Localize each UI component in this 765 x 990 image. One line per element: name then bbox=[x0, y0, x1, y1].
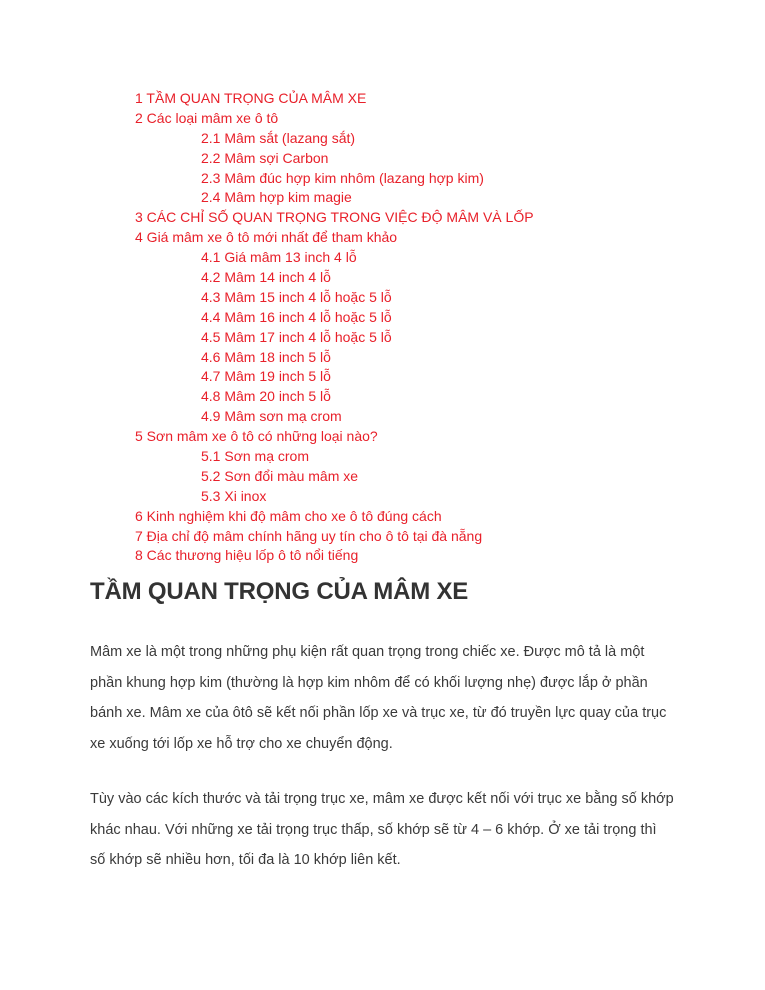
toc-link-1[interactable]: 1 TẦM QUAN TRỌNG CỦA MÂM XE bbox=[135, 90, 367, 106]
toc-link-5-1[interactable]: 5.1 Sơn mạ crom bbox=[201, 448, 309, 465]
toc-link-4-5[interactable]: 4.5 Mâm 17 inch 4 lỗ hoặc 5 lỗ bbox=[201, 328, 392, 345]
toc-link-4-6[interactable]: 4.6 Mâm 18 inch 5 lỗ bbox=[201, 348, 331, 365]
toc-link-5-3[interactable]: 5.3 Xi inox bbox=[201, 487, 267, 504]
toc-link-5-2[interactable]: 5.2 Sơn đổi màu mâm xe bbox=[201, 467, 359, 484]
toc-link-4-4[interactable]: 4.4 Mâm 16 inch 4 lỗ hoặc 5 lỗ bbox=[201, 308, 392, 325]
toc-link-2-2[interactable]: 2.2 Mâm sợi Carbon bbox=[201, 149, 329, 166]
toc-link-7[interactable]: 7 Địa chỉ độ mâm chính hãng uy tín cho ô tô tại đà nẵng bbox=[135, 527, 483, 544]
toc-link-2-1[interactable]: 2.1 Mâm sắt (lazang sắt) bbox=[201, 129, 356, 146]
toc-link-2[interactable]: 2 Các loại mâm xe ô tô bbox=[135, 109, 279, 126]
toc-link-8[interactable]: 8 Các thương hiệu lốp ô tô nổi tiếng bbox=[135, 547, 359, 564]
toc-link-4-2[interactable]: 4.2 Mâm 14 inch 4 lỗ bbox=[201, 269, 331, 286]
toc-link-3[interactable]: 3 CÁC CHỈ SỐ QUAN TRỌNG TRONG VIỆC ĐỘ MÂM VÀ LỐP bbox=[135, 209, 534, 226]
toc-link-4-1[interactable]: 4.1 Giá mâm 13 inch 4 lỗ bbox=[201, 249, 357, 266]
toc-link-5[interactable]: 5 Sơn mâm xe ô tô có những loại nào? bbox=[135, 428, 378, 445]
table-of-contents bbox=[0, 89, 765, 566]
toc-link-4-3[interactable]: 4.3 Mâm 15 inch 4 lỗ hoặc 5 lỗ bbox=[201, 288, 392, 305]
toc-link-2-3[interactable]: 2.3 Mâm đúc hợp kim nhôm (lazang hợp kim) bbox=[201, 169, 484, 186]
toc-link-4-7[interactable]: 4.7 Mâm 19 inch 5 lỗ bbox=[201, 368, 331, 385]
section-heading: TẦM QUAN TRỌNG CỦA MÂM XE bbox=[90, 578, 469, 605]
toc-link-4[interactable]: 4 Giá mâm xe ô tô mới nhất để tham khảo bbox=[135, 229, 398, 246]
toc-link-6[interactable]: 6 Kinh nghiệm khi độ mâm cho xe ô tô đúng cách bbox=[135, 507, 442, 524]
toc-link-2-4[interactable]: 2.4 Mâm hợp kim magie bbox=[201, 189, 352, 206]
toc-link-4-9[interactable]: 4.9 Mâm sơn mạ crom bbox=[201, 408, 342, 425]
article-paragraph: Tùy vào các kích thước và tải trọng trục xe, mâm xe được kết nối với trục xe bằng số khớp khác nhau. Với những xe tải trọng trục thấp, số khớp sẽ từ 4 – 6 khớp. Ở xe tải trọng thì số khớp sẽ nhiều hơn, tối đa là 10 khớp liên kết. bbox=[90, 791, 674, 868]
toc-link-4-8[interactable]: 4.8 Mâm 20 inch 5 lỗ bbox=[201, 388, 331, 405]
article-paragraph: Mâm xe là một trong những phụ kiện rất quan trọng trong chiếc xe. Được mô tả là một phần khung hợp kim (thường là hợp kim nhôm để có khối lượng nhẹ) được lắp ở phần bánh xe. Mâm xe của ôtô sẽ kết nối phần lốp xe và trục xe, từ đó truyền lực quay của trục xe xuống tới lốp xe hỗ trợ cho xe chuyển động. bbox=[90, 644, 667, 752]
